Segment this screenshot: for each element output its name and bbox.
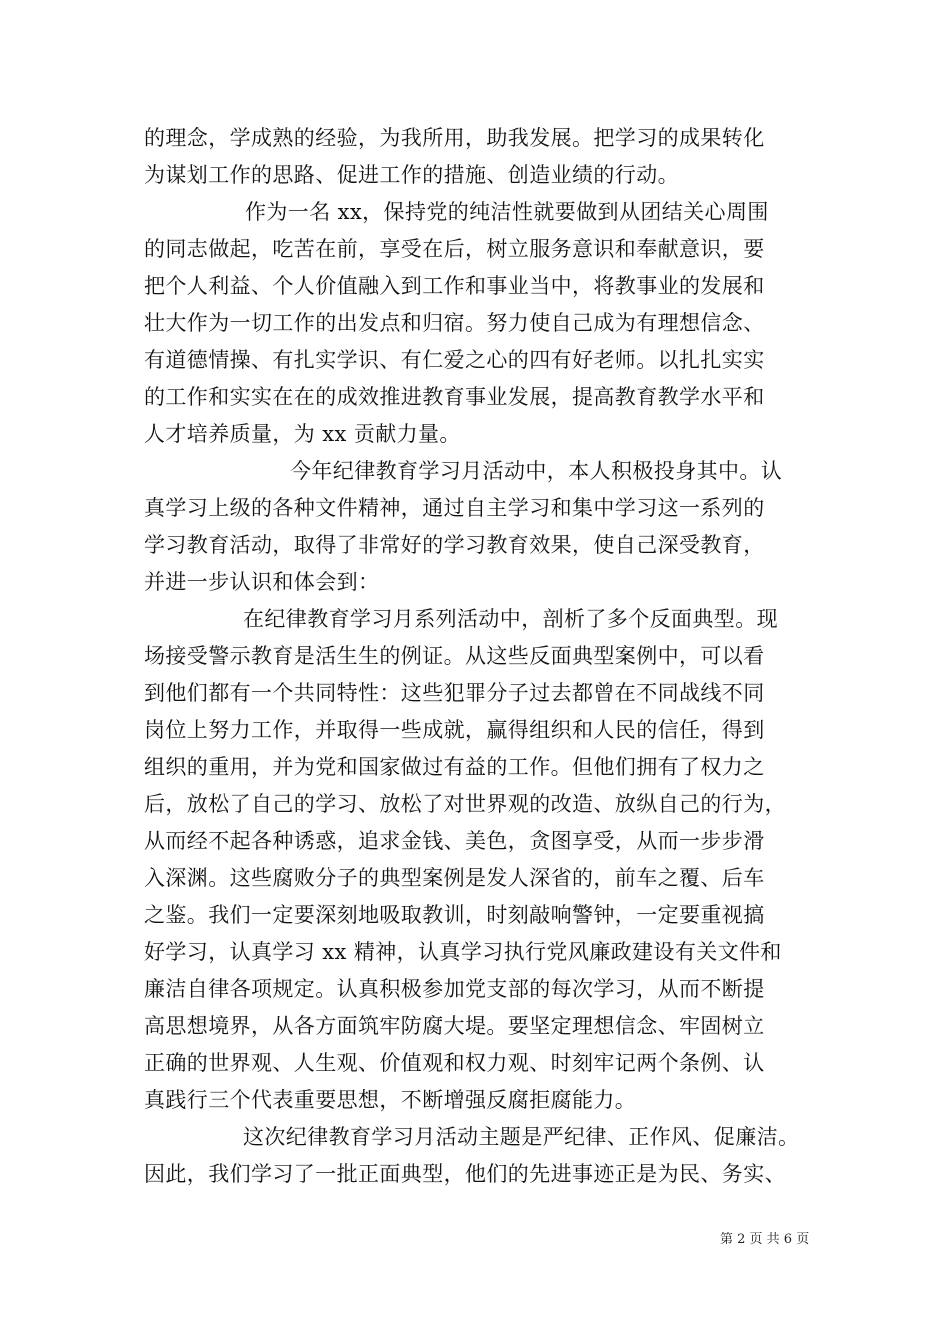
text-line: 有道德情操、有扎实学识、有仁爱之心的四有好老师。以扎扎实实 (144, 348, 765, 372)
text-line: 的同志做起，吃苦在前，享受在后，树立服务意识和奉献意识，要 (144, 237, 765, 261)
text-line: 从而经不起各种诱惑，追求金钱、美色，贪图享受，从而一步步滑 (144, 829, 765, 853)
text-line: 场接受警示教育是活生生的例证。从这些反面典型案例中，可以看 (144, 644, 765, 668)
text-line: 到他们都有一个共同特性：这些犯罪分子过去都曾在不同战线不同 (144, 681, 765, 705)
text-line: 入深渊。这些腐败分子的典型案例是发人深省的，前车之覆、后车 (144, 866, 765, 890)
text-line: 岗位上努力工作，并取得一些成就，赢得组织和人民的信任，得到 (144, 718, 765, 742)
text-line: 廉洁自律各项规定。认真积极参加党支部的每次学习，从而不断提 (144, 977, 765, 1001)
text-line: 作为一名 xx，保持党的纯洁性就要做到从团结关心周围 (245, 200, 769, 224)
text-line: 之鉴。我们一定要深刻地吸取教训，时刻敲响警钟，一定要重视搞 (144, 903, 765, 927)
text-line: 壮大作为一切工作的出发点和归宿。努力使自己成为有理想信念、 (144, 311, 765, 335)
page-number-footer: 第 2 页 共 6 页 (720, 1232, 810, 1247)
text-line: 真学习上级的各种文件精神，通过自主学习和集中学习这一系列的 (144, 496, 765, 520)
text-line: 在纪律教育学习月系列活动中，剖析了多个反面典型。现 (243, 607, 778, 631)
text-line: 组织的重用，并为党和国家做过有益的工作。但他们拥有了权力之 (144, 755, 765, 779)
text-line: 好学习，认真学习 xx 精神，认真学习执行党风廉政建设有关文件和 (144, 940, 782, 964)
text-line: 把个人利益、个人价值融入到工作和事业当中，将教事业的发展和 (144, 274, 765, 298)
text-line: 人才培养质量，为 xx 贡献力量。 (144, 422, 461, 446)
text-line: 后，放松了自己的学习、放松了对世界观的改造、放纵自己的行为， (144, 792, 786, 816)
text-line: 的理念，学成熟的经验，为我所用，助我发展。把学习的成果转化 (144, 126, 765, 150)
text-line: 为谋划工作的思路、促进工作的措施、创造业绩的行动。 (144, 163, 679, 187)
text-line: 学习教育活动，取得了非常好的学习教育效果，使自己深受教育， (144, 533, 765, 557)
text-line: 真践行三个代表重要思想，不断增强反腐拒腐能力。 (144, 1088, 637, 1112)
text-line: 的工作和实实在在的成效推进教育事业发展，提高教育教学水平和 (144, 385, 765, 409)
text-line: 并进一步认识和体会到： (144, 570, 380, 594)
text-line: 正确的世界观、人生观、价值观和权力观、时刻牢记两个条例、认 (144, 1051, 765, 1075)
text-line: 高思想境界，从各方面筑牢防腐大堤。要坚定理想信念、牢固树立 (144, 1014, 765, 1038)
text-line: 今年纪律教育学习月活动中，本人积极投身其中。认 (290, 459, 783, 483)
text-line: 因此，我们学习了一批正面典型，他们的先进事迹正是为民、务实、 (144, 1162, 786, 1186)
text-line: 这次纪律教育学习月活动主题是严纪律、正作风、促廉洁。 (243, 1125, 800, 1149)
